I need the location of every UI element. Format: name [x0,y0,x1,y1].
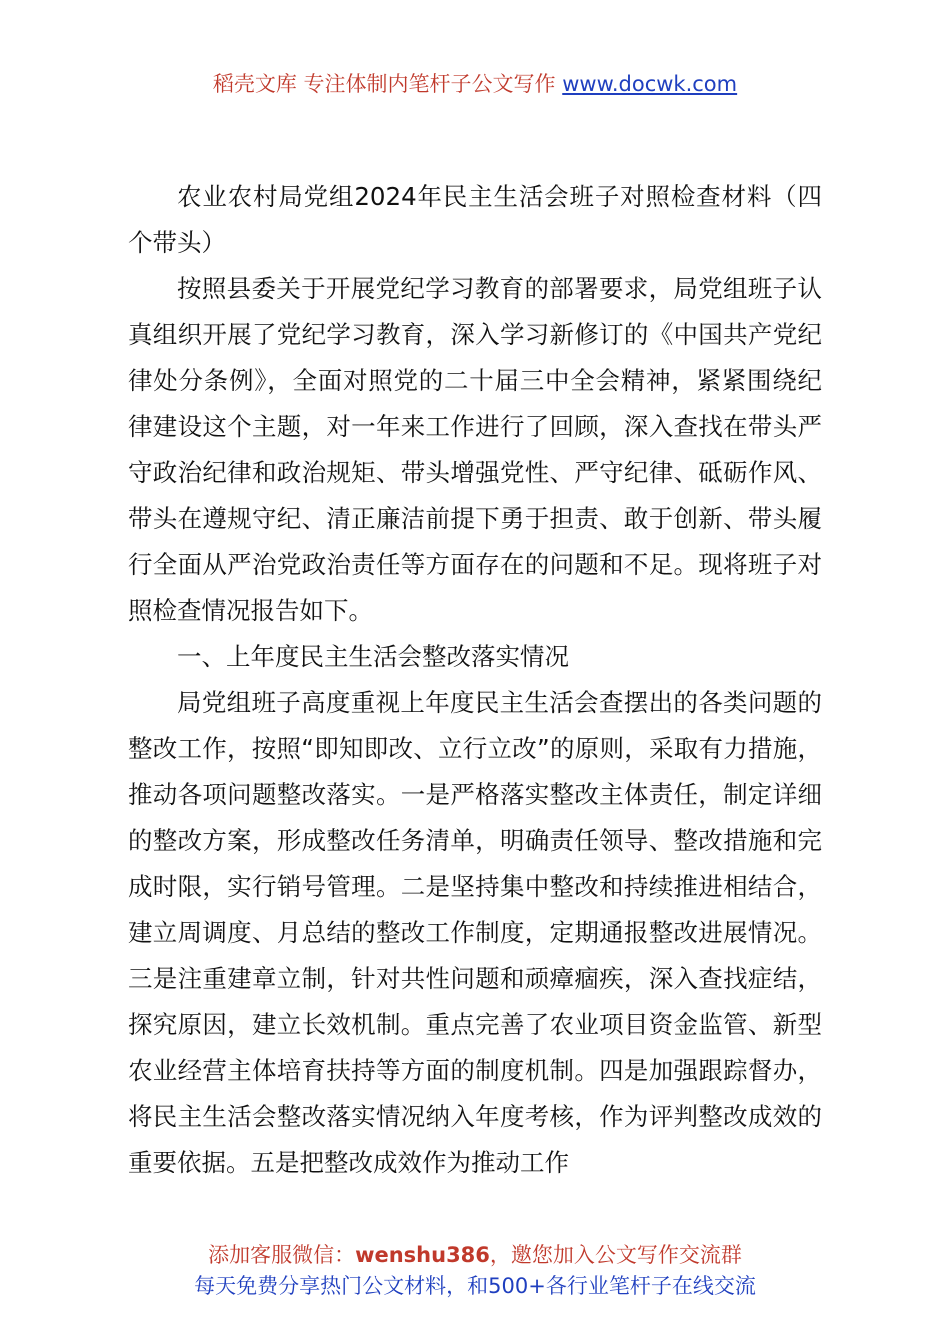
header-brand-text: 稻壳文库 专注体制内笔杆子公文写作 [212,72,556,96]
header-url-link[interactable]: www.docwk.com [562,72,738,96]
footer-wechat-line [0,1240,950,1271]
footer-wechat-suffix: ，邀您加入公文写作交流群 [489,1243,742,1267]
document-body [128,174,822,1186]
paragraph-rectification: 局党组班子高度重视上年度民主生活会查摆出的各类问题的整改工作，按照“即知即改、立行立改”的原则，采取有力措施，推动各项问题整改落实。一是严格落实整改主体责任，制定详细的整改方案，形成整改任务清单，明确责任领导、整改措施和完成时限，实行销号管理。二是坚持集中整改和持续推进相结合，建立周调度、月总结的整改工作制度，定期通报整改进展情况。三是注重建章立制，针对共性问题和顽瘴痼疾，深入查找症结，探究原因，建立长效机制。重点完善了农业项目资金监管、新型农业经营主体培育扶持等方面的制度机制。四是加强跟踪督办，将民主生活会整改落实情况纳入年度考核，作为评判整改成效的重要依据。五是把整改成效作为推动工作 [128,688,822,1177]
footer-share-line: 每天免费分享热门公文材料，和500+各行业笔杆子在线交流 [194,1274,756,1298]
footer-wechat-prefix: 添加客服微信： [208,1243,356,1267]
paragraph-intro: 按照县委关于开展党纪学习教育的部署要求，局党组班子认真组织开展了党纪学习教育，深入学习新修订的《中国共产党纪律处分条例》，全面对照党的二十届三中全会精神，紧紧围绕纪律建设这个主题，对一年来工作进行了回顾，深入查找在带头严守政治纪律和政治规矩、带头增强党性、严守纪律、砥砺作风、带头在遵规守纪、清正廉洁前提下勇于担责、敢于创新、带头履行全面从严治党政治责任等方面存在的问题和不足。现将班子对照检查情况报告如下。 [128,274,822,625]
section-heading-1: 一、上年度民主生活会整改落实情况 [177,642,569,671]
watermark-footer [0,1240,950,1302]
watermark-header [0,70,950,98]
footer-wechat-id: wenshu386 [355,1243,490,1267]
document-title: 农业农村局党组2024年民主生活会班子对照检查材料（四个带头） [128,182,822,257]
